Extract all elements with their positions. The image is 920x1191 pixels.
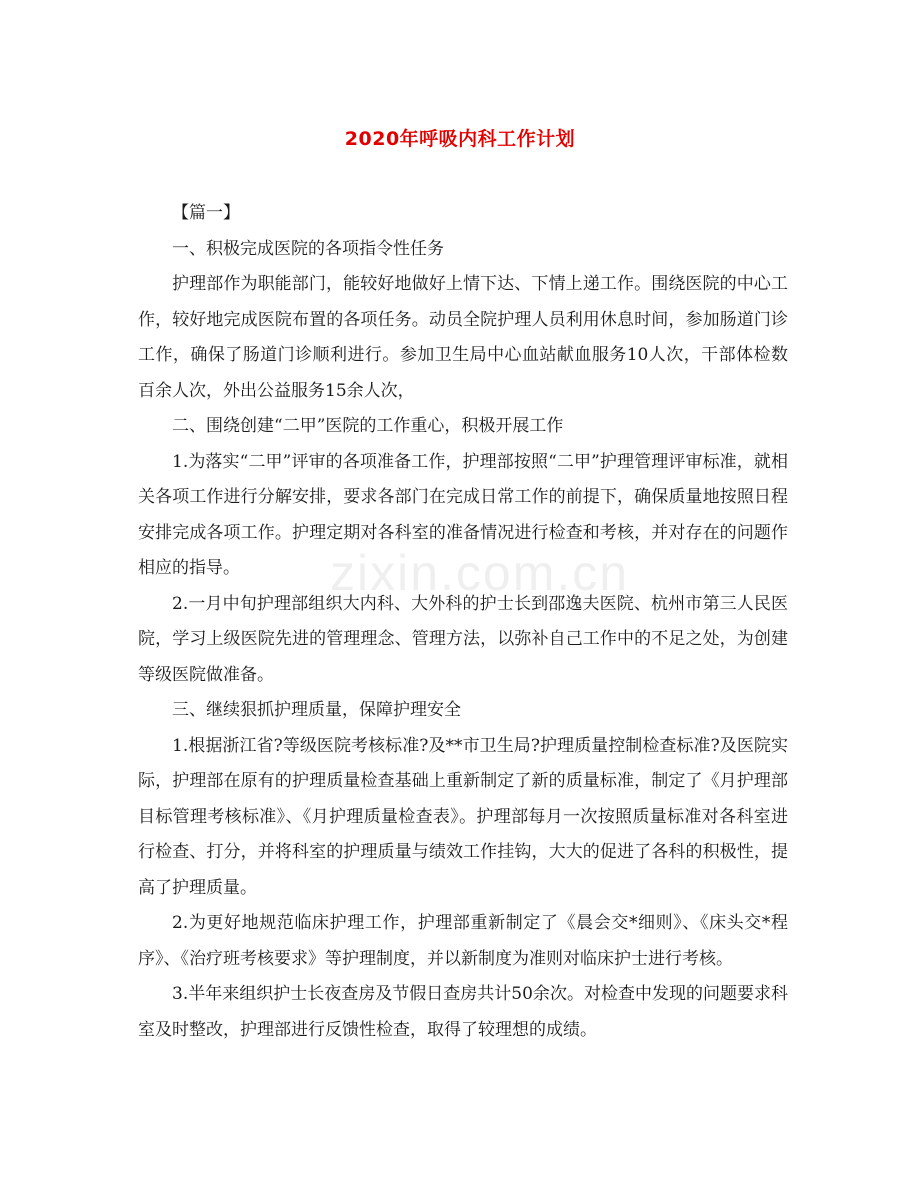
document-body [138, 196, 788, 1048]
paragraph-4: 1.根据浙江省?等级医院考核标准?及**市卫生局?护理质量控制检查标准?及医院实际，护理部在原有的护理质量检查基础上重新制定了新的质量标准，制定了《月护理部目标管理考核标准》、《月护理质量检查表》。护理部每月一次按照质量标准对各科室进行检查、打分，并将科室的护理质量与绩效工作挂钩，大大的促进了各科的积极性，提高了护理质量。 [138, 735, 788, 898]
section-heading-1: 一、积极完成医院的各项指令性任务 [172, 238, 444, 259]
paragraph-6: 3.半年来组织护士长夜查房及节假日查房共计50余次。对检查中发现的问题要求科室及时整改，护理部进行反馈性检查，取得了较理想的成绩。 [138, 984, 788, 1040]
paragraph-2: 1.为落实“二甲”评审的各项准备工作，护理部按照“二甲”护理管理评审标准，就相关各项工作进行分解安排，要求各部门在完成日常工作的前提下，确保质量地按照日程安排完成各项工作。护理定期对各科室的准备情况进行检查和考核，并对存在的问题作相应的指导。 [138, 451, 788, 578]
paragraph-1: 护理部作为职能部门，能较好地做好上情下达、下情上递工作。围绕医院的中心工作，较好地完成医院布置的各项任务。动员全院护理人员利用休息时间，参加肠道门诊工作，确保了肠道门诊顺利进行。参加卫生局中心血站献血服务10人次，干部体检数百余人次，外出公益服务15余人次， [138, 274, 788, 401]
section-heading-2: 二、围绕创建“二甲”医院的工作重心，积极开展工作 [172, 416, 564, 436]
paragraph-5: 2.为更好地规范临床护理工作，护理部重新制定了《晨会交*细则》、《床头交*程序》、《治疗班考核要求》等护理制度，并以新制度为准则对临床护士进行考核。 [138, 913, 788, 969]
section-heading-3: 三、继续狠抓护理质量，保障护理安全 [172, 700, 461, 720]
paragraph-3: 2.一月中旬护理部组织大内科、大外科的护士长到邵逸夫医院、杭州市第三人民医院，学习上级医院先进的管理理念、管理方法，以弥补自己工作中的不足之处，为创建等级医院做准备。 [138, 593, 788, 685]
page-title: 2020年呼吸内科工作计划 [344, 128, 576, 150]
section-label: 【篇一】 [172, 203, 240, 223]
watermark: zixin.com.cn [330, 545, 630, 601]
